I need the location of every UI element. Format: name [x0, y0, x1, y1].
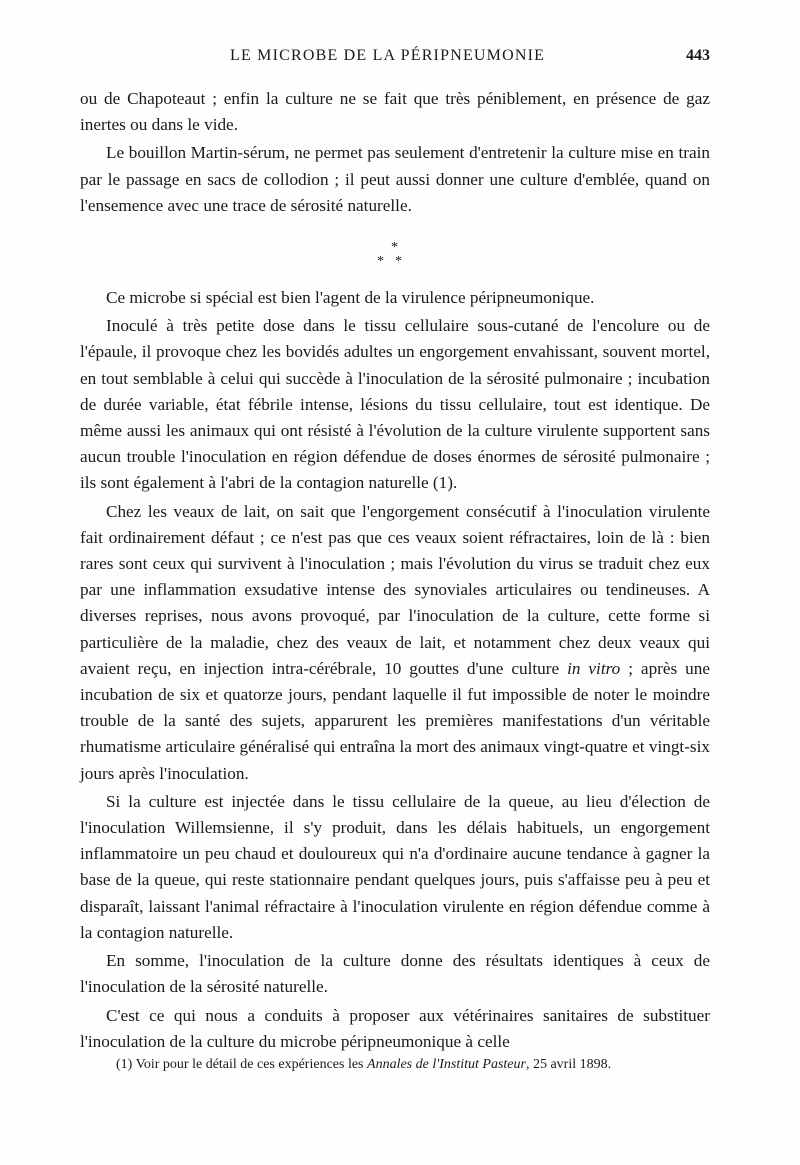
paragraph: Inoculé à très petite dose dans le tissu cellulaire sous-cutané de l'encolure ou de l'épaule, il provoque chez les bovidés adultes un engorgement envahissant, souvent mortel, en tout semblable à celui qui succède à l'inoculation de la sérosité pulmonaire ; incubation de durée variable, état fébrile intense, lésions du tissu cellulaire, tout est identique. De même aussi les animaux qui ont résisté à l'évolution de la culture virulente supportent sans aucun trouble l'inoculation en région défendue de doses énormes de sérosité pulmonaire ; ils sont également à l'abri de la contagion naturelle (1). [80, 316, 710, 493]
paragraph: Le bouillon Martin-sérum, ne permet pas seulement d'entretenir la culture mise en train par le passage en sacs de collodion ; il peut aussi donner une culture d'emblée, quand on l'ensemence avec une trace de sérosité naturelle. [80, 143, 710, 215]
paragraph: Si la culture est injectée dans le tissu cellulaire de la queue, au lieu d'élection de l'inoculation Willemsienne, il s'y produit, dans les délais habituels, un engorgement inflammatoire un peu chaud et douloureux qui n'a d'ordinaire aucune tendance à gagner la base de la queue, qui reste stationnaire pendant quelques jours, puis s'affaisse peu à peu et disparaît, laissant l'animal réfractaire à l'inoculation virulente en région défendue comme à la contagion naturelle. [80, 791, 710, 942]
body-text [80, 86, 710, 1057]
paragraph: Ce microbe si spécial est bien l'agent de la virulence péripneumonique. [106, 288, 595, 308]
footnote [80, 1055, 720, 1075]
asterism-star: * [377, 254, 384, 270]
asterism-separator [80, 225, 710, 283]
running-title: LE MICROBE DE LA PÉRIPNEUMONIE [230, 47, 546, 64]
italic-term: in vitro [567, 658, 621, 678]
paragraph: En somme, l'inoculation de la culture donne des résultats identiques à ceux de l'inoculation de la sérosité naturelle. [80, 951, 710, 997]
paragraph: C'est ce qui nous a conduits à proposer aux vétérinaires sanitaires de substituer l'inoculation de la culture du microbe péripneumonique à celle [80, 1005, 710, 1051]
asterism-star: * [395, 254, 402, 270]
paragraph-text: Chez les veaux de lait, on sait que l'engorgement consécutif à l'inoculation virulente fait ordinairement défaut ; ce n'est pas que ces veaux soient réfractaires, loin de là : bien rares sont ceux qui survivent à l'inoculation ; mais l'évolution du virus se traduit chez eux par une inflammation exsudative intense des synoviales articulaires ou tendineuses. A diverses reprises, nous avons provoqué, par l'inoculation de la culture, cette forme si particulière de la maladie, chez des veaux de lait, et notamment chez deux veaux qui avaient reçu, en injection intra-cérébrale, 10 gouttes d'une culture [80, 501, 710, 678]
paragraph-continuation: ou de Chapoteaut ; enfin la culture ne se fait que très péniblement, en présence de gaz inertes ou dans le vide. [80, 89, 710, 135]
footnote-suffix: , 25 avril 1898. [525, 1057, 612, 1072]
paragraph-text: ; après une incubation de six et quatorze jours, pendant laquelle il fut impossible de noter le moindre trouble de la santé des sujets, apparurent les premières manifestations d'un véritable rhumatisme articulaire généralisé qui entraîna la mort des animaux vingt-quatre et vingt-six jours après l'inoculation. [80, 658, 710, 783]
page-number: 443 [686, 47, 710, 64]
asterism-star: * [391, 240, 398, 256]
paragraph [80, 499, 710, 787]
running-header [80, 47, 710, 73]
footnote-journal-title: Annales de l'Institut Pasteur [367, 1057, 526, 1072]
footnote-prefix: (1) Voir pour le détail de ces expériences les [116, 1057, 368, 1072]
